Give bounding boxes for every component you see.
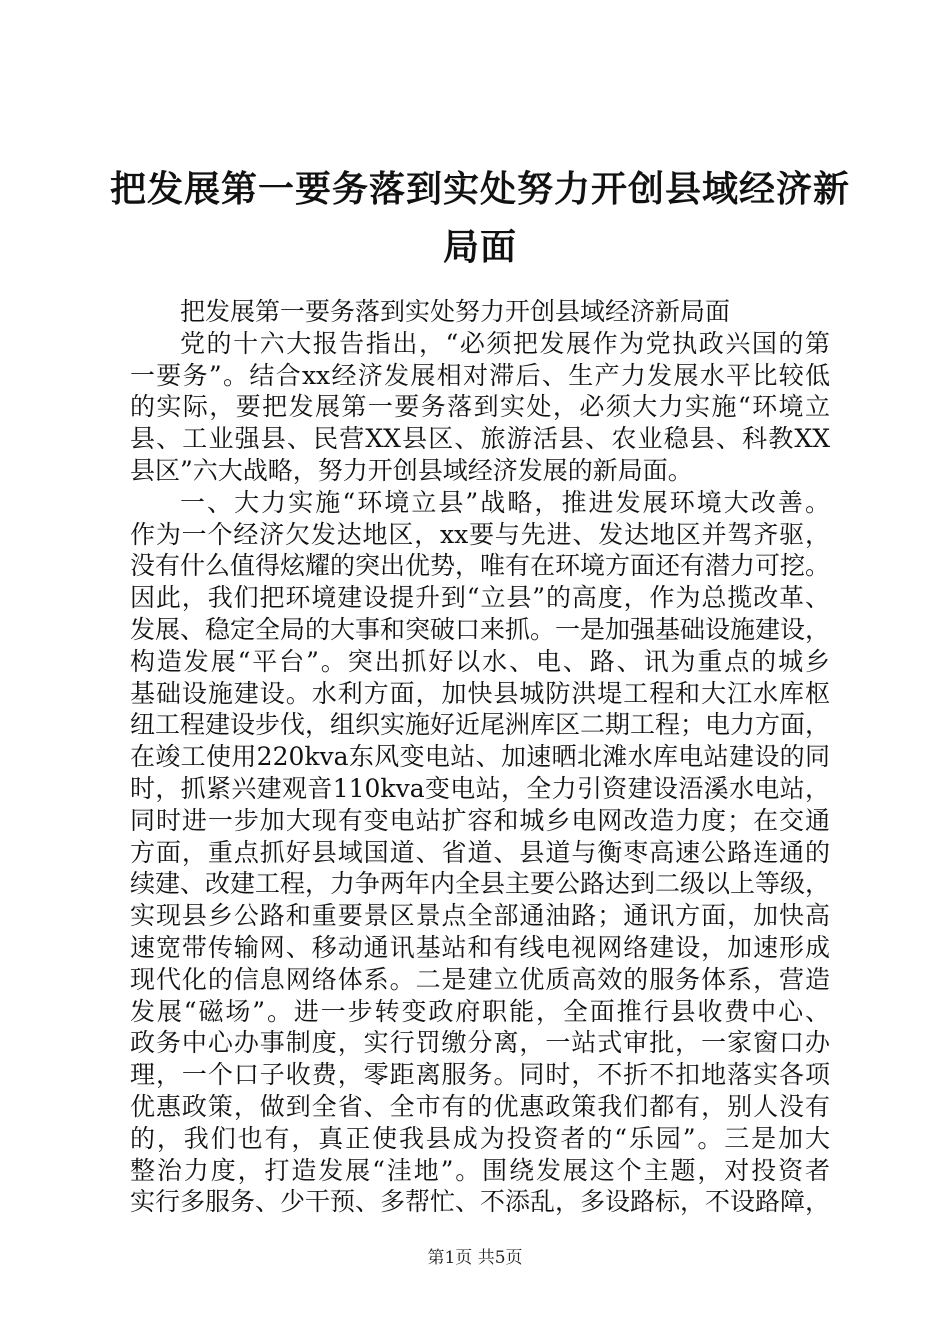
text-line: 一要务”。结合xx经济发展相对滞后、生产力发展水平比较低 — [130, 360, 830, 390]
text-line: 实现县乡公路和重要景区景点全部通油路；通讯方面，加快高 — [130, 901, 830, 931]
text-line: 纽工程建设步伐，组织实施好近尾洲库区二期工程；电力方面， — [130, 710, 831, 740]
text-line: 速宽带传输网、移动通讯基站和有线电视网络建设，加速形成 — [130, 932, 830, 962]
text-line: 在竣工使用220kva东风变电站、加速晒北滩水库电站建设的同 — [130, 742, 830, 772]
text-line: 理，一个口子收费，零距离服务。同时，不折不扣地落实各项 — [130, 1060, 830, 1090]
text-line: 时，抓紧兴建观音110kva变电站，全力引资建设浯溪水电站， — [130, 773, 830, 803]
text-line: 作为一个经济欠发达地区，xx要与先进、发达地区并驾齐驱， — [130, 519, 830, 549]
document-title — [110, 160, 850, 276]
text-line: 没有什么值得炫耀的突出优势，唯有在环境方面还有潜力可挖。 — [130, 551, 831, 581]
text-line: 发展“磁场”。进一步转变政府职能，全面推行县收费中心、 — [130, 996, 830, 1026]
text-line: 整治力度，打造发展“洼地”。围绕发展这个主题，对投资者 — [130, 1155, 830, 1185]
text-line: 政务中心办事制度，实行罚缴分离，一站式审批，一家窗口办 — [130, 1028, 830, 1058]
text-line: 因此，我们把环境建设提升到“立县”的高度，作为总揽改革、 — [130, 583, 830, 613]
text-line: 的实际，要把发展第一要务落到实处，必须大力实施“环境立 — [130, 392, 830, 422]
text-line: 县、工业强县、民营XX县区、旅游活县、农业稳县、科教XX — [130, 424, 830, 454]
text-line: 党的十六大报告指出，“必须把发展作为党执政兴国的第 — [180, 328, 830, 358]
text-line: 优惠政策，做到全省、全市有的优惠政策我们都有，别人没有 — [130, 1091, 830, 1121]
title-line-2: 局面 — [442, 226, 517, 268]
text-line: 一、大力实施“环境立县”战略，推进发展环境大改善。 — [180, 487, 830, 517]
text-line: 方面，重点抓好县域国道、省道、县道与衡枣高速公路连通的 — [130, 837, 830, 867]
text-line: 发展、稳定全局的大事和突破口来抓。一是加强基础设施建设， — [130, 614, 831, 644]
text-line: 构造发展“平台”。突出抓好以水、电、路、讯为重点的城乡 — [130, 646, 830, 676]
text-line: 县区”六大战略，努力开创县域经济发展的新局面。 — [130, 455, 693, 485]
subtitle-line: 把发展第一要务落到实处努力开创县域经济新局面 — [180, 297, 731, 326]
text-line: 现代化的信息网络体系。二是建立优质高效的服务体系，营造 — [130, 964, 830, 994]
text-line: 基础设施建设。水利方面，加快县城防洪堤工程和大江水库枢 — [130, 678, 830, 708]
page-footer: 第1页 共5页 — [427, 1248, 523, 1268]
text-line: 实行多服务、少干预、多帮忙、不添乱，多设路标，不设路障， — [130, 1187, 831, 1217]
text-line: 续建、改建工程，力争两年内全县主要公路达到二级以上等级， — [130, 869, 831, 899]
text-line: 同时进一步加大现有变电站扩容和城乡电网改造力度；在交通 — [130, 805, 830, 835]
body-text — [130, 296, 830, 1218]
title-line-1: 把发展第一要务落到实处努力开创县域经济新 — [110, 168, 851, 210]
text-line: 的，我们也有，真正使我县成为投资者的“乐园”。三是加大 — [130, 1123, 830, 1153]
